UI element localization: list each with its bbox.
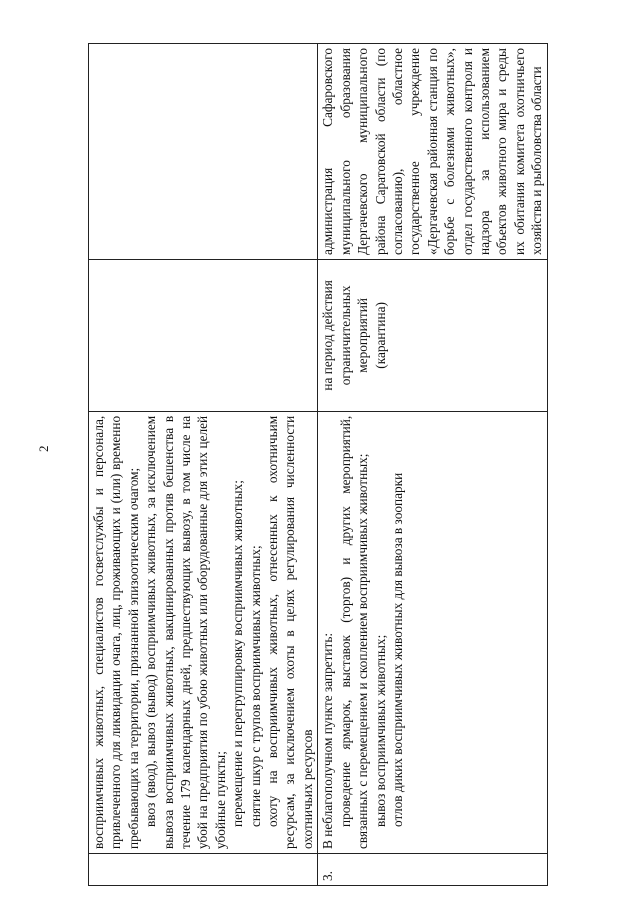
measures-cell bbox=[318, 411, 547, 853]
measure-paragraph: перемещение и перегруппировку восприимчивых животных; bbox=[230, 480, 246, 827]
measure-paragraph: восприимчивых животных, специалистов госветслужбы и персонала, привлеченного для ликвидации очага, лиц, проживающих и (или) временно пребывающих на территории, признанной эпизоотическим очагом; bbox=[91, 415, 141, 849]
measure-paragraph: отлов диких восприимчивых животных для вывоза в зоопарки bbox=[389, 472, 405, 827]
rotated-table-sheet bbox=[88, 43, 545, 886]
measures-table bbox=[88, 43, 548, 886]
measure-paragraph: вывоз восприимчивых животных; bbox=[372, 634, 388, 827]
row-number-cell bbox=[89, 853, 318, 885]
period-cell bbox=[89, 259, 318, 411]
period-cell: на период действия ограничительных мероприятий (карантина) bbox=[318, 259, 547, 411]
measure-paragraph: проведение ярмарок, выставок (торгов) и других мероприятий, связанных с перемещением и скоплением восприимчивых животных; bbox=[337, 415, 371, 849]
measure-paragraph: охоту на восприимчивых животных, отнесенных к охотничьим ресурсам, за исключением охоты в целях регулирования численности охотничьих ресурсов bbox=[265, 415, 315, 849]
page-number: 2 bbox=[36, 445, 51, 452]
responsible-cell: администрация Сафаровского муниципального образования Дергачевского муниципального района Саратовской области (по согласованию), областное государственное учреждение «Дергачевская районная станция по борьбе с болезнями животных», отдел государственного контроля и надзора за использованием объектов животного мира и среды их обитания комитета охотничьего хозяйства и рыболовства области bbox=[318, 44, 547, 260]
measure-paragraph: снятие шкур с трупов восприимчивых животных; bbox=[247, 545, 263, 827]
measures-cell bbox=[89, 411, 318, 853]
row-number-cell: 3. bbox=[318, 853, 547, 885]
measure-paragraph: В неблагополучном пункте запретить: bbox=[320, 632, 336, 849]
table-row bbox=[89, 44, 318, 886]
measure-paragraph: ввоз (ввод), вывоз (вывод) восприимчивых животных, за исключением вывоза восприимчивых животных, вакцинированных против бешенства в течение 179 календарных дней, предшествующих вывозу, в том числе на убой на предприятия по убою животных или оборудованные для этих целей убойные пункты; bbox=[143, 415, 228, 849]
table-row bbox=[318, 44, 547, 886]
responsible-cell bbox=[89, 44, 318, 260]
